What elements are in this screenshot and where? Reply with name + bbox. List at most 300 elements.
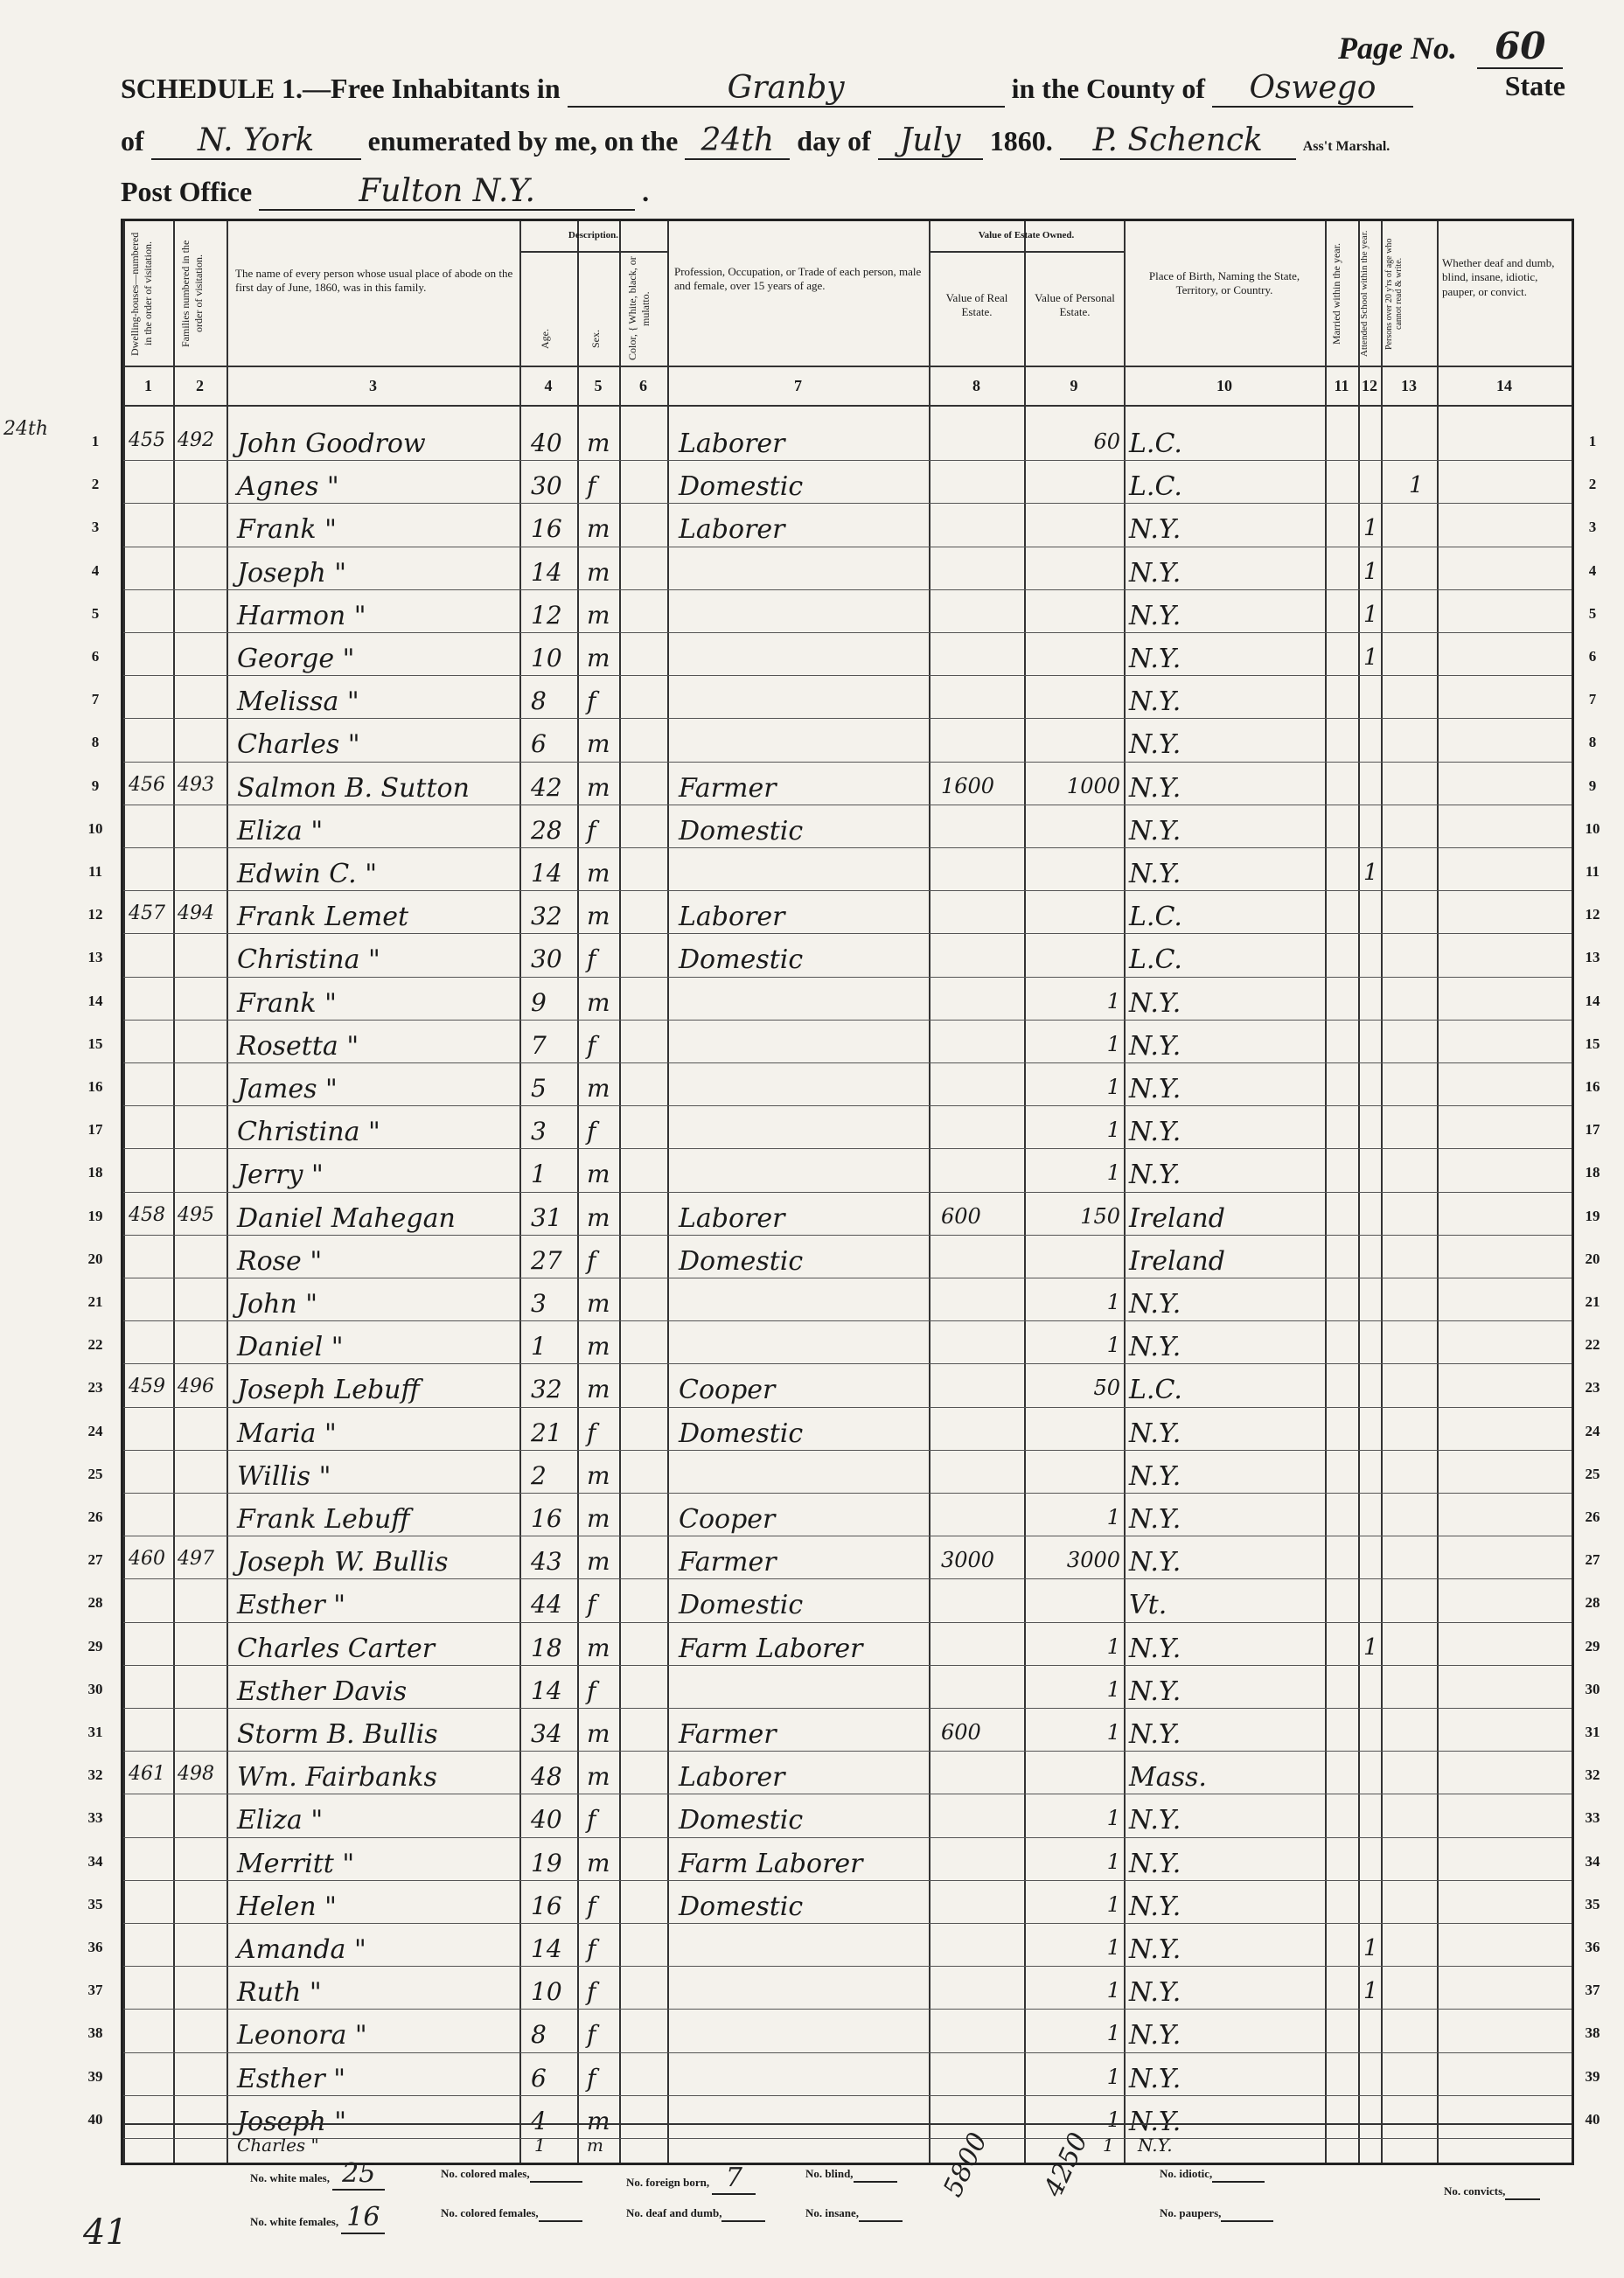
sex: m [587, 1460, 610, 1490]
line-number: 40 [87, 2110, 103, 2128]
line-number: 17 [87, 1121, 103, 1139]
line-number: 3 [1588, 519, 1597, 536]
line-number: 31 [1585, 1724, 1600, 1740]
sex: f [587, 1805, 596, 1835]
paupers-total: No. paupers, [1160, 2206, 1273, 2222]
attended-school: 1 [1363, 515, 1378, 542]
sex: f [587, 1934, 596, 1963]
sex: f [587, 815, 596, 845]
personal-estate-value: 1 [1106, 1160, 1120, 1186]
occupation: Domestic [679, 1590, 804, 1621]
birthplace: Mass. [1129, 1762, 1207, 1794]
age: 12 [531, 600, 562, 630]
personal-estate-value: 1000 [1066, 773, 1120, 798]
sex: m [587, 557, 610, 587]
birthplace: N.Y. [1129, 1504, 1181, 1535]
line-number: 30 [87, 1680, 103, 1697]
person-name: Esther Davis [237, 1675, 408, 1707]
birthplace: N.Y. [1129, 1460, 1181, 1492]
line-number: 25 [87, 1465, 103, 1482]
attended-school: 1 [1363, 1634, 1378, 1661]
person-name: Helen " [237, 1891, 337, 1922]
sex: m [587, 729, 610, 759]
cannot-read-write: 1 [1409, 472, 1424, 499]
person-name: John " [237, 1289, 318, 1320]
personal-estate-total: 4250 [1038, 2128, 1095, 2202]
age: 40 [531, 1805, 562, 1835]
dwelling-number: 461 [129, 1763, 165, 1786]
person-name: Charles " [237, 729, 360, 761]
age: 18 [531, 1633, 562, 1662]
line-number: 32 [87, 1766, 103, 1784]
post-office-field: Fulton N.Y. [259, 173, 635, 211]
colored-females-total: No. colored females, [441, 2206, 582, 2222]
person-name: John Goodrow [237, 428, 426, 459]
dwelling-number: 458 [129, 1203, 165, 1226]
header-estate: Value of Estate Owned. [978, 230, 1075, 240]
col-number-2: 2 [196, 377, 204, 394]
sex: f [587, 1891, 596, 1920]
personal-estate-value: 50 [1093, 1376, 1120, 1401]
line-number: 34 [1585, 1852, 1600, 1870]
birthplace: Vt. [1129, 1590, 1167, 1621]
sex: f [587, 1418, 596, 1447]
occupation: Laborer [679, 514, 785, 546]
family-number: 497 [178, 1548, 214, 1571]
post-office-label: Post Office [121, 176, 253, 207]
col-number-13: 13 [1401, 377, 1417, 394]
margin-note: 24th [3, 418, 49, 440]
marshal-field: P. Schenck [1060, 122, 1296, 160]
birthplace: N.Y. [1129, 1633, 1181, 1664]
line-number: 10 [87, 819, 103, 837]
personal-estate-value: 1 [1106, 1676, 1120, 1702]
birthplace: N.Y. [1129, 1074, 1181, 1104]
birthplace: Ireland [1129, 1202, 1225, 1234]
line-number: 33 [1585, 1809, 1600, 1827]
line-number: 36 [87, 1939, 103, 1955]
header-married: Married within the year. [1330, 243, 1342, 345]
birthplace: N.Y. [1129, 1418, 1181, 1449]
occupation: Domestic [679, 1891, 804, 1922]
age: 48 [531, 1762, 562, 1792]
real-estate-total: 5800 [937, 2128, 994, 2202]
age: 5 [531, 1074, 547, 1103]
person-name: Agnes " [237, 471, 339, 503]
person-name: Rose " [237, 1245, 323, 1277]
line-number: 29 [1585, 1637, 1600, 1655]
age: 31 [531, 1202, 562, 1232]
person-name: James " [237, 1074, 338, 1104]
birthplace: N.Y. [1129, 1547, 1181, 1578]
header-occupation: Profession, Occupation, or Trade of each person, male and female, over 15 years of age. [674, 265, 922, 293]
occupation: Domestic [679, 471, 804, 503]
person-name: Ruth " [237, 1977, 322, 2009]
header-school: Attended School within the year. [1359, 230, 1370, 358]
person-name: Frank Lebuff [237, 1504, 410, 1535]
attended-school: 1 [1363, 644, 1378, 671]
line-number: 32 [1585, 1766, 1600, 1784]
col-number-5: 5 [594, 377, 603, 394]
family-number: 496 [178, 1376, 214, 1398]
extra-age: 1 [534, 2135, 546, 2156]
line-number: 4 [91, 561, 100, 579]
insane-total: No. insane, [805, 2206, 903, 2222]
line-number: 23 [87, 1379, 103, 1397]
birthplace: L.C. [1129, 944, 1182, 976]
line-number: 30 [1585, 1680, 1600, 1697]
col-number-1: 1 [144, 377, 152, 394]
occupation: Farmer [679, 1547, 777, 1578]
line-number: 19 [1585, 1207, 1600, 1224]
birthplace: N.Y. [1129, 1934, 1181, 1965]
age: 32 [531, 1375, 562, 1404]
line-number: 37 [87, 1982, 103, 1999]
sex: f [587, 1675, 596, 1705]
occupation: Domestic [679, 1805, 804, 1836]
sex: f [587, 471, 596, 501]
header-personal-estate: Value of Personal Estate. [1035, 291, 1115, 319]
line-number: 35 [1585, 1895, 1600, 1912]
attended-school: 1 [1363, 1935, 1378, 1961]
line-number: 33 [87, 1809, 103, 1827]
birthplace: N.Y. [1129, 729, 1181, 761]
col-number-10: 10 [1216, 377, 1232, 394]
dwelling-number: 456 [129, 773, 165, 796]
line-number: 9 [91, 777, 100, 794]
white-males-total: No. white males, 25 [250, 2158, 385, 2191]
person-name: Joseph " [237, 2106, 347, 2137]
sex: f [587, 686, 596, 716]
personal-estate-value: 1 [1106, 1806, 1120, 1831]
line-number: 7 [1588, 691, 1597, 708]
age: 4 [531, 2106, 547, 2135]
age: 8 [531, 686, 547, 716]
age: 30 [531, 944, 562, 974]
personal-estate-value: 1 [1106, 1935, 1120, 1960]
col-number-6: 6 [639, 377, 647, 394]
age: 1 [531, 1332, 547, 1362]
personal-estate-value: 1 [1106, 1031, 1120, 1056]
line-number: 28 [87, 1594, 103, 1612]
personal-estate-value: 1 [1106, 1978, 1120, 2003]
age: 8 [531, 2020, 547, 2050]
sex: m [587, 772, 610, 802]
dwelling-number: 459 [129, 1376, 165, 1398]
page-number-label: Page No. [1338, 31, 1457, 66]
occupation: Farm Laborer [679, 1633, 863, 1664]
person-name: Esther " [237, 2063, 346, 2094]
dwelling-number: 457 [129, 902, 165, 925]
line-number: 27 [1585, 1551, 1600, 1569]
personal-estate-value: 1 [1106, 1634, 1120, 1659]
line-number: 20 [87, 1250, 103, 1267]
birthplace: L.C. [1129, 902, 1182, 933]
sex: f [587, 2063, 596, 2093]
age: 44 [531, 1590, 562, 1620]
line-number: 15 [87, 1035, 103, 1052]
birthplace: N.Y. [1129, 1891, 1181, 1922]
line-number: 6 [1588, 648, 1597, 665]
line-number: 31 [87, 1724, 103, 1740]
header-dwelling: Dwelling-houses—numbered in the order of visitation. [129, 232, 154, 356]
line-number: 40 [1585, 2110, 1600, 2128]
line-number: 39 [87, 2067, 103, 2085]
line-number: 22 [87, 1336, 103, 1354]
personal-estate-value: 1 [1106, 1849, 1120, 1874]
line-number: 23 [1585, 1379, 1600, 1397]
line-number: 24 [87, 1422, 103, 1439]
sex: m [587, 1848, 610, 1877]
line-number: 20 [1585, 1250, 1600, 1267]
enumeration-line [121, 122, 1572, 160]
line-number: 14 [1585, 992, 1600, 1009]
line-number: 16 [1585, 1078, 1600, 1095]
page-number [1338, 24, 1563, 67]
census-table [87, 219, 1600, 2233]
day-label: day of [797, 125, 871, 157]
person-name: Edwin C. " [237, 859, 377, 889]
age: 34 [531, 1719, 562, 1748]
personal-estate-value: 1 [1106, 2021, 1120, 2046]
sex: m [587, 1202, 610, 1232]
line-number: 2 [91, 476, 100, 493]
line-number: 12 [1585, 906, 1600, 923]
col-number-9: 9 [1070, 377, 1078, 394]
birthplace: N.Y. [1129, 2020, 1181, 2052]
attended-school: 1 [1363, 558, 1378, 585]
sex: m [587, 987, 610, 1017]
attended-school: 1 [1363, 860, 1378, 886]
line-number: 6 [91, 648, 100, 665]
age: 14 [531, 859, 562, 888]
age: 27 [531, 1245, 562, 1275]
attended-school: 1 [1363, 1978, 1378, 2005]
occupation: Domestic [679, 815, 804, 846]
marshal-label: Ass't Marshal. [1302, 139, 1391, 154]
line-number: 19 [87, 1207, 103, 1224]
header-condition: Whether deaf and dumb, blind, insane, idiotic, pauper, or convict. [1442, 256, 1555, 298]
person-name: Joseph " [237, 557, 347, 589]
age: 14 [531, 1934, 562, 1963]
birthplace: N.Y. [1129, 2106, 1181, 2137]
occupation: Domestic [679, 1418, 804, 1449]
personal-estate-value: 3000 [1066, 1548, 1120, 1573]
birthplace: N.Y. [1129, 686, 1181, 718]
sex: m [587, 902, 610, 931]
colored-males-total: No. colored males, [441, 2167, 582, 2183]
person-name: Frank " [237, 514, 337, 546]
line-number: 10 [1585, 819, 1600, 837]
line-number: 27 [87, 1551, 103, 1569]
age: 16 [531, 514, 562, 544]
personal-estate-value: 1 [1106, 1075, 1120, 1099]
birthplace: N.Y. [1129, 644, 1181, 674]
occupation: Laborer [679, 428, 785, 459]
line-number: 35 [87, 1895, 103, 1912]
birthplace: N.Y. [1129, 1160, 1181, 1191]
age: 16 [531, 1891, 562, 1920]
dwelling-number: 460 [129, 1548, 165, 1571]
extra-birthplace: N.Y. [1138, 2135, 1173, 2156]
age: 16 [531, 1504, 562, 1533]
age: 1 [531, 1160, 547, 1189]
col-number-12: 12 [1362, 377, 1377, 394]
state-label: State [1504, 70, 1565, 101]
attended-school: 1 [1363, 601, 1378, 628]
age: 32 [531, 902, 562, 931]
sex: m [587, 514, 610, 544]
person-name: Harmon " [237, 600, 366, 631]
extra-sex: m [587, 2135, 603, 2156]
personal-estate-value: 1 [1106, 1333, 1120, 1358]
convicts-total: No. convicts, [1444, 2184, 1540, 2200]
day-field: 24th [685, 122, 790, 160]
white-females-total: No. white females, 16 [250, 2202, 385, 2234]
line-number: 38 [1585, 2024, 1600, 2042]
sex: m [587, 1160, 610, 1189]
family-number: 498 [178, 1763, 214, 1786]
birthplace: N.Y. [1129, 987, 1181, 1019]
family-number: 492 [178, 429, 214, 451]
foreign-born-total: No. foreign born, 7 [626, 2163, 756, 2195]
person-name: Willis " [237, 1460, 331, 1492]
age: 3 [531, 1289, 547, 1318]
month-field: July [878, 122, 983, 160]
birthplace: N.Y. [1129, 1805, 1181, 1836]
enumerated-label: enumerated by me, on the [367, 125, 679, 157]
person-name: Leonora " [237, 2020, 367, 2052]
line-number: 1 [1588, 433, 1597, 449]
line-number: 8 [1588, 734, 1597, 751]
person-name: Joseph W. Bullis [237, 1547, 449, 1578]
family-number: 494 [178, 902, 214, 925]
person-name: Salmon B. Sutton [237, 772, 470, 804]
person-name: Melissa " [237, 686, 359, 718]
age: 3 [531, 1117, 547, 1146]
occupation: Laborer [679, 1202, 785, 1234]
line-number: 15 [1585, 1035, 1600, 1052]
person-name: Amanda " [237, 1934, 366, 1965]
occupation: Cooper [679, 1375, 776, 1406]
birthplace: N.Y. [1129, 1117, 1181, 1148]
line-number: 11 [87, 863, 103, 880]
line-number: 18 [87, 1164, 103, 1181]
age: 9 [531, 987, 547, 1017]
line-number: 34 [87, 1852, 103, 1870]
age: 14 [531, 557, 562, 587]
header-real-estate: Value of Real Estate. [945, 291, 1008, 319]
page-number-value: 60 [1477, 24, 1563, 69]
birthplace: N.Y. [1129, 600, 1181, 631]
personal-estate-value: 60 [1093, 429, 1120, 454]
person-name: George " [237, 644, 355, 674]
occupation: Laborer [679, 902, 785, 933]
birthplace: L.C. [1129, 1375, 1182, 1406]
line-number: 7 [91, 691, 100, 708]
year: 1860. [989, 125, 1053, 157]
col-number-7: 7 [794, 377, 802, 394]
line-number: 17 [1585, 1121, 1600, 1139]
line-number: 1 [91, 433, 100, 449]
occupation: Domestic [679, 944, 804, 976]
real-estate-value: 1600 [941, 773, 995, 798]
sex: f [587, 1030, 596, 1060]
sex: m [587, 1289, 610, 1318]
sex: m [587, 1719, 610, 1748]
line-number: 12 [87, 906, 103, 923]
person-name: Frank Lemet [237, 902, 409, 933]
extra-person-name: Charles " [237, 2135, 319, 2156]
person-name: Esther " [237, 1590, 346, 1621]
line-number: 22 [1585, 1336, 1600, 1354]
header-age: Age. [539, 329, 551, 350]
col-number-8: 8 [972, 377, 980, 394]
real-estate-value: 600 [941, 1203, 981, 1229]
birthplace: N.Y. [1129, 1030, 1181, 1062]
occupation: Farmer [679, 1719, 777, 1750]
birthplace: N.Y. [1129, 1719, 1181, 1750]
birthplace: N.Y. [1129, 1977, 1181, 2009]
line-number: 11 [1585, 863, 1600, 880]
birthplace: N.Y. [1129, 514, 1181, 546]
line-number: 26 [1585, 1508, 1600, 1525]
col-number-11: 11 [1334, 377, 1349, 394]
sex: f [587, 1590, 596, 1620]
sex: m [587, 1074, 610, 1103]
line-number: 24 [1585, 1422, 1600, 1439]
real-estate-value: 600 [941, 1720, 981, 1745]
age: 14 [531, 1675, 562, 1705]
birthplace: N.Y. [1129, 1848, 1181, 1879]
schedule-title-line [121, 70, 1572, 108]
header-illiterate: Persons over 20 y'rs of age who cannot read & write. [1384, 238, 1404, 350]
header-family: Families numbered in the order of visitation. [179, 240, 205, 348]
sex: m [587, 1375, 610, 1404]
person-name: Charles Carter [237, 1633, 436, 1664]
person-name: Christina " [237, 1117, 380, 1148]
line-number: 3 [91, 519, 100, 536]
family-number: 495 [178, 1203, 214, 1226]
header-birthplace: Place of Birth, Naming the State, Territory, or Country. [1148, 269, 1300, 297]
sex: m [587, 428, 610, 457]
sex: m [587, 2106, 610, 2135]
age: 7 [531, 1030, 547, 1060]
line-number: 29 [87, 1637, 103, 1655]
sex: m [587, 1547, 610, 1577]
line-number: 39 [1585, 2067, 1600, 2085]
header-sex: Sex. [589, 330, 602, 349]
personal-estate-value: 1 [1106, 1505, 1120, 1529]
personal-estate-value: 150 [1080, 1203, 1120, 1229]
birthplace: N.Y. [1129, 2063, 1181, 2094]
birthplace: N.Y. [1129, 557, 1181, 589]
sex: m [587, 1762, 610, 1792]
person-name: Eliza " [237, 1805, 324, 1836]
dwelling-number: 455 [129, 429, 165, 451]
birthplace: N.Y. [1129, 1332, 1181, 1363]
line-number: 37 [1585, 1982, 1600, 1999]
age: 28 [531, 815, 562, 845]
line-number: 21 [1585, 1293, 1600, 1310]
line-number: 25 [1585, 1465, 1600, 1482]
personal-estate-value: 1 [1106, 1290, 1120, 1314]
line-number: 13 [87, 949, 103, 966]
sex: m [587, 644, 610, 672]
birthplace: N.Y. [1129, 815, 1181, 846]
occupation: Laborer [679, 1762, 785, 1794]
person-name: Maria " [237, 1418, 337, 1449]
